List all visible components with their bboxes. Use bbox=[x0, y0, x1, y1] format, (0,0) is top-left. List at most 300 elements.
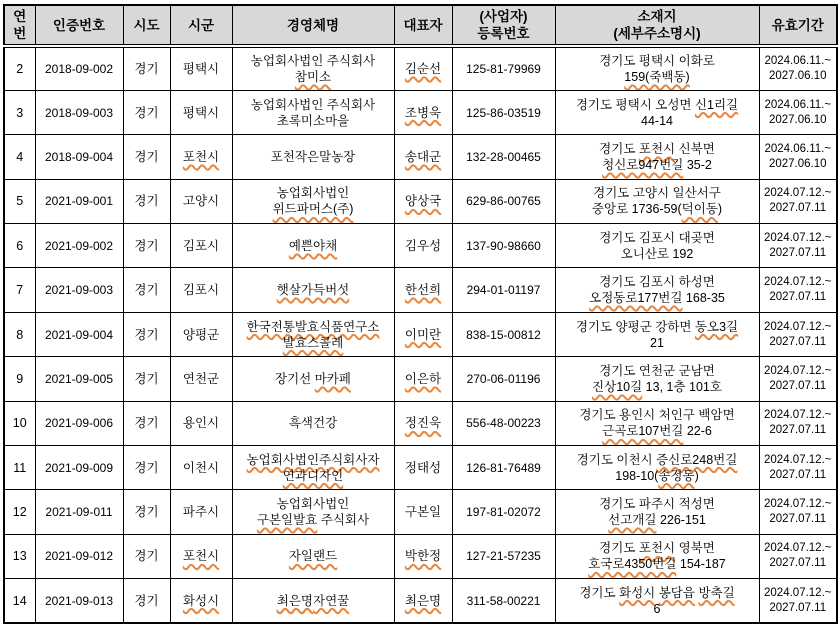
cell-no bbox=[4, 135, 35, 179]
cell-cert_no bbox=[35, 446, 123, 490]
cell-text-line: 198-10(송정동) bbox=[615, 468, 699, 483]
header-label-line: 연 bbox=[13, 9, 27, 24]
cell-text-line bbox=[397, 548, 450, 564]
table-header bbox=[4, 5, 837, 46]
cell-text-line: 선고개길 226-151 bbox=[608, 513, 706, 528]
cell-text-line: 경기도 고양시 일산서구 bbox=[593, 186, 721, 201]
cell-text-line: 132-28-00465 bbox=[466, 149, 541, 164]
cell-rep bbox=[394, 579, 452, 623]
header-label-line: 시도 bbox=[133, 17, 160, 33]
cell-no bbox=[4, 534, 35, 578]
cell-name bbox=[232, 46, 394, 90]
cell-name bbox=[232, 446, 394, 490]
cell-name bbox=[232, 534, 394, 578]
cell-text-line: 경기 bbox=[134, 61, 159, 76]
spellcheck-underline: 포천시 bbox=[182, 149, 220, 164]
cell-text-line bbox=[235, 238, 392, 254]
cell-sigun bbox=[170, 46, 232, 90]
cell-cert_no bbox=[35, 401, 123, 445]
spellcheck-underline: 최은명 bbox=[404, 593, 442, 608]
cell-text-line: 경기도 김포시 하성면 bbox=[599, 275, 715, 290]
spellcheck-underline: 최은명자연꿀 bbox=[276, 593, 350, 608]
cell-text-line: 2021-09-011 bbox=[45, 505, 113, 520]
cell-text-line: 근곡로107번길 22-6 bbox=[602, 424, 712, 439]
cell-text-line: 농업회사법인 bbox=[276, 497, 350, 512]
cell-validity bbox=[759, 401, 837, 445]
cell-text-line: 5 bbox=[16, 194, 24, 209]
cell-reg_no bbox=[452, 46, 555, 90]
cell-name bbox=[232, 90, 394, 134]
cell-cert_no bbox=[35, 135, 123, 179]
cell-text-line: 2027.06.10 bbox=[768, 157, 827, 170]
cell-text-line: 오니산로 192 bbox=[620, 246, 694, 261]
cell-name bbox=[232, 135, 394, 179]
cell-sigun bbox=[170, 446, 232, 490]
cell-text-line: 2027.07.11 bbox=[769, 291, 827, 304]
cell-text-line: 초록미소마을 bbox=[276, 113, 350, 128]
cell-address bbox=[555, 579, 759, 623]
cell-text-line: 경기도 평택시 오성면 신1리길 bbox=[575, 97, 739, 112]
cell-text-line: 2024.06.11.~ bbox=[764, 54, 832, 67]
cell-text-line: 137-90-98660 bbox=[466, 238, 541, 253]
table-row bbox=[4, 268, 837, 312]
cell-text-line: 2024.06.11.~ bbox=[764, 142, 832, 155]
spellcheck-underline: 구본일발효 bbox=[256, 513, 318, 528]
cell-rep bbox=[394, 179, 452, 223]
cell-text-line: 13 bbox=[12, 549, 27, 564]
cell-no bbox=[4, 490, 35, 534]
spellcheck-underline: 근곡로107번길 bbox=[602, 424, 684, 439]
cell-rep bbox=[394, 46, 452, 90]
cell-name bbox=[232, 179, 394, 223]
cell-sigun bbox=[170, 312, 232, 356]
header-label-line: (사업자) bbox=[479, 9, 528, 24]
spellcheck-underline: 예쁜야채 bbox=[288, 238, 338, 253]
cell-cert_no bbox=[35, 490, 123, 534]
header-label-line: 등록번호 bbox=[477, 26, 530, 41]
table-body bbox=[4, 46, 837, 623]
cell-text-line: 중앙로 1736-59(덕이동) bbox=[591, 202, 723, 217]
cell-text-line: 2021-09-006 bbox=[44, 416, 114, 431]
header-label-line: 경영체명 bbox=[286, 17, 340, 33]
cell-address bbox=[555, 179, 759, 223]
cell-text-line: 270-06-01196 bbox=[466, 371, 541, 386]
cell-text-line: 125-81-79969 bbox=[466, 61, 541, 76]
cell-text-line: 평택시 bbox=[182, 105, 220, 120]
cell-rep bbox=[394, 224, 452, 268]
cell-text-line: 11 bbox=[13, 460, 27, 475]
cell-no bbox=[4, 224, 35, 268]
spellcheck-underline: 햇살가득버섯 bbox=[276, 283, 350, 298]
cell-text-line: 경기 bbox=[134, 238, 159, 253]
cell-text-line: 2021-09-003 bbox=[44, 283, 114, 298]
cell-cert_no bbox=[35, 46, 123, 90]
cell-text-line: 2027.06.10 bbox=[768, 69, 827, 82]
cell-sido bbox=[123, 224, 170, 268]
cell-sigun bbox=[170, 534, 232, 578]
cell-address bbox=[555, 534, 759, 578]
cell-cert_no bbox=[35, 90, 123, 134]
cell-text-line: 장기선 마카페 bbox=[275, 371, 351, 386]
cell-validity bbox=[759, 312, 837, 356]
header-label-line: 대표자 bbox=[403, 17, 443, 33]
spellcheck-underline: 호국로4350번길 bbox=[588, 557, 677, 572]
cell-text-line: 경기 bbox=[134, 149, 159, 164]
cell-text-line bbox=[397, 282, 450, 298]
cell-text-line: 44-14 bbox=[641, 113, 673, 128]
cell-text-line: 경기도 이천시 증신로248번길 bbox=[576, 452, 738, 467]
cell-text-line bbox=[397, 415, 450, 431]
header-label-line: 번 bbox=[13, 26, 27, 41]
cell-text-line: 197-81-02072 bbox=[466, 505, 541, 520]
cell-text-line: 12 bbox=[12, 505, 27, 520]
spellcheck-underline: 정진욱 bbox=[404, 416, 442, 431]
spellcheck-underline: 포천시 bbox=[638, 541, 676, 556]
cell-text-line: 2018-09-003 bbox=[44, 105, 114, 120]
cell-text-line: 경기 bbox=[134, 460, 159, 475]
cell-text-line: 호국로4350번길 154-187 bbox=[588, 557, 726, 572]
cell-validity bbox=[759, 224, 837, 268]
table-row bbox=[4, 490, 837, 534]
cell-text-line: 2024.07.12.~ bbox=[764, 453, 832, 466]
cell-text-line: 2027.07.11 bbox=[769, 335, 827, 348]
cell-reg_no bbox=[452, 401, 555, 445]
column-header-sido bbox=[123, 5, 170, 46]
cell-text-line bbox=[235, 468, 392, 484]
cell-sigun bbox=[170, 224, 232, 268]
cell-text-line: 629-86-00765 bbox=[466, 194, 541, 209]
spellcheck-underline: 청신로947번길 bbox=[602, 157, 684, 172]
cell-address bbox=[555, 401, 759, 445]
cell-text-line: 2027.07.11 bbox=[769, 557, 827, 570]
cell-text-line: 경기 bbox=[134, 194, 159, 209]
table-row bbox=[4, 446, 837, 490]
cell-text-line: 평택시 bbox=[182, 61, 220, 76]
spellcheck-underline: 양상국 bbox=[404, 194, 442, 209]
cell-text-line: 경기도 파주시 적성면 bbox=[599, 497, 715, 512]
cell-text-line: 파주시 bbox=[182, 505, 220, 520]
spellcheck-underline: 송대군 bbox=[404, 149, 442, 164]
cell-reg_no bbox=[452, 135, 555, 179]
table-row bbox=[4, 312, 837, 356]
header-label-line: 인증번호 bbox=[52, 17, 106, 33]
cell-name bbox=[232, 224, 394, 268]
spellcheck-underline: 마카페 bbox=[314, 371, 351, 386]
cell-text-line: 2021-09-012 bbox=[44, 549, 114, 564]
spellcheck-underline: 참미소 bbox=[294, 69, 332, 84]
cell-text-line bbox=[397, 371, 450, 387]
spellcheck-underline: 진상10길 bbox=[592, 379, 643, 394]
cell-address bbox=[555, 135, 759, 179]
cell-cert_no bbox=[35, 268, 123, 312]
cell-text-line: 6 bbox=[653, 601, 661, 616]
cell-cert_no bbox=[35, 312, 123, 356]
cell-rep bbox=[394, 534, 452, 578]
cell-cert_no bbox=[35, 357, 123, 401]
cell-sido bbox=[123, 446, 170, 490]
cell-text-line: 농업회사법인 주식회사 bbox=[250, 97, 376, 112]
cell-text-line bbox=[235, 548, 392, 564]
table-row bbox=[4, 179, 837, 223]
cell-text-line: 이천시 bbox=[182, 460, 220, 475]
cell-sigun bbox=[170, 490, 232, 534]
cell-text-line bbox=[235, 69, 392, 85]
cell-text-line: 2027.07.11 bbox=[769, 513, 827, 526]
table-row bbox=[4, 135, 837, 179]
cell-address bbox=[555, 446, 759, 490]
cell-text-line: 구본일 bbox=[404, 505, 442, 520]
cell-text-line: 2021-09-009 bbox=[44, 460, 114, 475]
cell-text-line: 2024.07.12.~ bbox=[764, 498, 832, 511]
cell-text-line: 838-15-00812 bbox=[466, 327, 541, 342]
cell-text-line: 2027.07.11 bbox=[769, 379, 827, 392]
cell-text-line: 경기도 김포시 대곶면 bbox=[599, 230, 715, 245]
cell-text-line: 2027.07.11 bbox=[769, 601, 827, 614]
cell-text-line: 경기도 포천시 신북면 bbox=[599, 141, 715, 156]
spellcheck-underline: 이은하 bbox=[404, 371, 442, 386]
spellcheck-underline: 포천시 bbox=[182, 549, 220, 564]
cell-reg_no bbox=[452, 224, 555, 268]
cell-text-line: 2021-09-004 bbox=[44, 327, 114, 342]
cell-sido bbox=[123, 46, 170, 90]
cell-cert_no bbox=[35, 224, 123, 268]
cell-text-line: 2024.07.12.~ bbox=[764, 364, 832, 377]
cell-text-line: 126-81-76489 bbox=[466, 460, 541, 475]
cell-text-line: 경기 bbox=[134, 283, 159, 298]
cell-sido bbox=[123, 312, 170, 356]
cell-text-line: 127-21-57235 bbox=[466, 549, 541, 564]
cell-text-line: 2027.06.10 bbox=[768, 113, 827, 126]
cell-text-line: 양평군 bbox=[182, 327, 220, 342]
table-row bbox=[4, 534, 837, 578]
column-header-address bbox=[555, 5, 759, 46]
cell-text-line: 경기도 용인시 처인구 백암면 bbox=[579, 408, 735, 423]
cell-text-line bbox=[235, 201, 392, 217]
cell-text-line: 2024.07.12.~ bbox=[764, 586, 832, 599]
cell-sigun bbox=[170, 90, 232, 134]
cell-no bbox=[4, 401, 35, 445]
cell-text-line: 2021-09-001 bbox=[44, 194, 114, 209]
cell-sido bbox=[123, 534, 170, 578]
cell-text-line: 4 bbox=[16, 149, 24, 164]
column-header-reg_no bbox=[452, 5, 555, 46]
cell-text-line bbox=[235, 593, 392, 609]
table-row bbox=[4, 90, 837, 134]
cell-reg_no bbox=[452, 90, 555, 134]
spellcheck-underline: 조병욱 bbox=[404, 105, 442, 120]
cell-rep bbox=[394, 312, 452, 356]
cell-text-line bbox=[235, 319, 392, 335]
spellcheck-underline: 농업회사법인주식회사자 bbox=[246, 452, 380, 467]
cell-cert_no bbox=[35, 534, 123, 578]
cell-text-line: 경기 bbox=[134, 505, 159, 520]
cell-name bbox=[232, 357, 394, 401]
cell-text-line: 2024.07.12.~ bbox=[764, 231, 832, 244]
cell-name bbox=[232, 490, 394, 534]
cell-text-line: 2024.07.12.~ bbox=[764, 187, 832, 200]
cell-text-line bbox=[173, 149, 230, 165]
cell-no bbox=[4, 357, 35, 401]
cell-text-line: 7 bbox=[16, 283, 24, 298]
cell-rep bbox=[394, 357, 452, 401]
cell-address bbox=[555, 224, 759, 268]
cell-text-line: 2018-09-004 bbox=[44, 149, 114, 164]
cell-address bbox=[555, 357, 759, 401]
spellcheck-underline: 위드파머스(주) bbox=[272, 202, 354, 217]
cell-sigun bbox=[170, 268, 232, 312]
cell-text-line bbox=[173, 593, 230, 609]
cell-text-line: 311-58-00221 bbox=[466, 593, 541, 608]
cell-text-line: 경기도 화성시 봉담읍 방축길 bbox=[579, 585, 735, 600]
cell-text-line: 흑색건강 bbox=[288, 416, 338, 431]
cell-sido bbox=[123, 135, 170, 179]
cell-sigun bbox=[170, 579, 232, 623]
cell-text-line: 2018-09-002 bbox=[44, 61, 114, 76]
header-label-line: (세부주소명시) bbox=[613, 26, 701, 41]
certification-table bbox=[3, 4, 838, 624]
cell-sigun bbox=[170, 401, 232, 445]
cell-sigun bbox=[170, 179, 232, 223]
cell-text-line: 포천작은말농장 bbox=[270, 149, 356, 164]
cell-cert_no bbox=[35, 179, 123, 223]
cell-no bbox=[4, 268, 35, 312]
cell-text-line: 6 bbox=[16, 238, 24, 253]
cell-validity bbox=[759, 579, 837, 623]
cell-sido bbox=[123, 490, 170, 534]
cell-text-line: 2021-09-013 bbox=[44, 593, 114, 608]
cell-name bbox=[232, 579, 394, 623]
cell-text-line: 청신로947번길 35-2 bbox=[602, 157, 712, 172]
cell-text-line: 2024.06.11.~ bbox=[764, 98, 832, 111]
cell-no bbox=[4, 46, 35, 90]
cell-text-line: 경기도 포천시 영북면 bbox=[599, 541, 715, 556]
cell-text-line: 2027.07.11 bbox=[769, 202, 827, 215]
cell-text-line: 경기도 평택시 이화로 bbox=[599, 53, 715, 68]
spellcheck-underline: 연과디자인 bbox=[282, 468, 344, 483]
spellcheck-underline: 김순선 bbox=[404, 61, 442, 76]
cell-text-line: 경기 bbox=[134, 371, 159, 386]
cell-text-line bbox=[235, 282, 392, 298]
cell-text-line: 125-86-03519 bbox=[466, 105, 541, 120]
cell-reg_no bbox=[452, 534, 555, 578]
cell-text-line: 정태성 bbox=[404, 460, 442, 475]
cell-text-line: 경기 bbox=[134, 549, 159, 564]
spellcheck-underline: 발효스콜레 bbox=[282, 335, 344, 350]
cell-text-line: 농업회사법인 bbox=[276, 186, 350, 201]
spellcheck-underline: 화성시 bbox=[619, 585, 656, 600]
cell-text-line: 2027.07.11 bbox=[769, 246, 827, 259]
cell-sido bbox=[123, 90, 170, 134]
cell-address bbox=[555, 312, 759, 356]
cell-sigun bbox=[170, 357, 232, 401]
column-header-name bbox=[232, 5, 394, 46]
cell-text-line: 김우성 bbox=[404, 238, 442, 253]
cell-text-line bbox=[235, 335, 392, 351]
cell-rep bbox=[394, 90, 452, 134]
cell-reg_no bbox=[452, 312, 555, 356]
cell-text-line: 10 bbox=[12, 416, 27, 431]
cell-text-line: 연천군 bbox=[182, 371, 220, 386]
column-header-rep bbox=[394, 5, 452, 46]
cell-text-line: 고양시 bbox=[182, 194, 220, 209]
cell-validity bbox=[759, 135, 837, 179]
cell-text-line: 2024.07.12.~ bbox=[764, 320, 832, 333]
spellcheck-underline: 화성시 bbox=[182, 593, 220, 608]
spellcheck-underline: 포천시 bbox=[638, 141, 676, 156]
spellcheck-underline: 선고개길 bbox=[608, 513, 657, 528]
cell-no bbox=[4, 179, 35, 223]
cell-text-line bbox=[173, 548, 230, 564]
cell-text-line: 14 bbox=[12, 593, 27, 608]
cell-validity bbox=[759, 46, 837, 90]
cell-no bbox=[4, 90, 35, 134]
cell-validity bbox=[759, 534, 837, 578]
cell-text-line bbox=[397, 327, 450, 343]
cell-reg_no bbox=[452, 179, 555, 223]
table-row bbox=[4, 224, 837, 268]
cell-text-line bbox=[235, 452, 392, 468]
cell-reg_no bbox=[452, 490, 555, 534]
cell-rep bbox=[394, 401, 452, 445]
column-header-cert_no bbox=[35, 5, 123, 46]
cell-text-line: 556-48-00223 bbox=[466, 416, 541, 431]
column-header-no bbox=[4, 5, 35, 46]
table-row bbox=[4, 401, 837, 445]
cell-text-line bbox=[397, 149, 450, 165]
spellcheck-underline: 이미란 bbox=[404, 327, 442, 342]
spellcheck-underline: 동오3길 bbox=[694, 319, 739, 334]
spellcheck-underline: 자일랜드 bbox=[288, 549, 338, 564]
spellcheck-underline: 봉담읍 bbox=[658, 585, 695, 600]
cell-text-line: 경기 bbox=[134, 105, 159, 120]
cell-text-line: 김포시 bbox=[182, 283, 220, 298]
cell-text-line: 진상10길 13, 1층 101호 bbox=[592, 379, 722, 394]
cell-text-line: 21 bbox=[650, 335, 664, 350]
cell-text-line: 경기도 양평군 강하면 동오3길 bbox=[575, 319, 739, 334]
cell-name bbox=[232, 312, 394, 356]
spellcheck-underline: 박한정 bbox=[404, 549, 442, 564]
cell-address bbox=[555, 46, 759, 90]
cell-reg_no bbox=[452, 579, 555, 623]
cell-text-line: 2021-09-005 bbox=[44, 371, 114, 386]
cell-text-line: 2024.07.12.~ bbox=[764, 409, 832, 422]
spellcheck-underline: 최은명 bbox=[276, 593, 313, 608]
spellcheck-underline: 증신로248번길 bbox=[656, 452, 738, 467]
cell-text-line: 구본일발효 주식회사 bbox=[256, 513, 370, 528]
cell-text-line: 2024.07.12.~ bbox=[764, 276, 832, 289]
cell-text-line: 용인시 bbox=[182, 416, 220, 431]
header-label-line: 유효기간 bbox=[771, 17, 824, 33]
column-header-validity bbox=[759, 5, 837, 46]
cell-text-line bbox=[397, 61, 450, 77]
cell-text-line bbox=[397, 193, 450, 209]
cell-sido bbox=[123, 268, 170, 312]
cell-reg_no bbox=[452, 446, 555, 490]
cell-address bbox=[555, 90, 759, 134]
cell-sido bbox=[123, 357, 170, 401]
spellcheck-underline: 한선희 bbox=[404, 283, 442, 298]
cell-no bbox=[4, 446, 35, 490]
cell-validity bbox=[759, 90, 837, 134]
cell-sigun bbox=[170, 135, 232, 179]
table-row bbox=[4, 357, 837, 401]
cell-address bbox=[555, 268, 759, 312]
cell-text-line: 294-01-01197 bbox=[466, 283, 541, 298]
cell-text-line: 경기 bbox=[134, 327, 159, 342]
cell-address bbox=[555, 490, 759, 534]
cell-name bbox=[232, 268, 394, 312]
cell-text-line: 경기도 연천군 군남면 bbox=[599, 363, 715, 378]
